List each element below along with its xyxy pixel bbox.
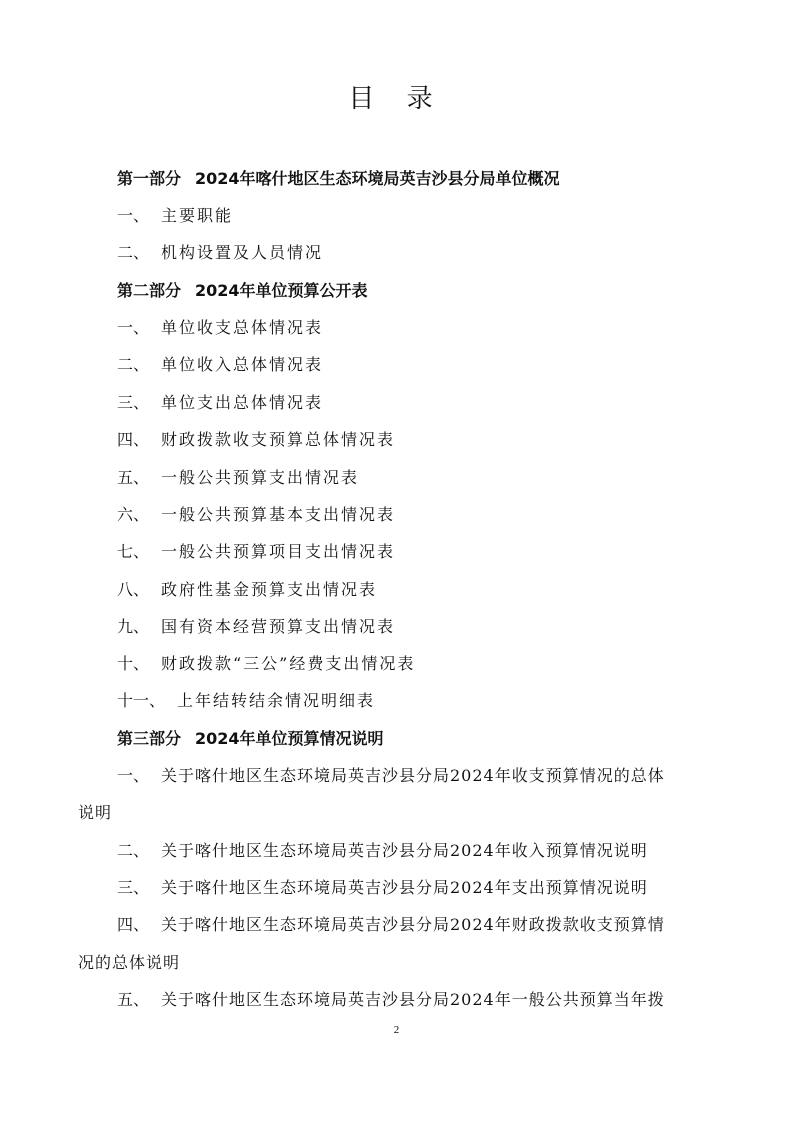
toc-item: 九、 国有资本经营预算支出情况表 <box>117 617 396 636</box>
part2-label: 第二部分 <box>117 281 182 300</box>
toc-item: 二、 关于喀什地区生态环境局英吉沙县分局2024年收入预算情况说明 <box>117 841 648 860</box>
toc-item: 一、 关于喀什地区生态环境局英吉沙县分局2024年收支预算情况的总体 <box>117 766 665 785</box>
toc-item: 四、 关于喀什地区生态环境局英吉沙县分局2024年财政拨款收支预算情 <box>117 915 665 934</box>
page-title: 目 录 <box>348 84 445 114</box>
toc-item: 四、 财政拨款收支预算总体情况表 <box>117 430 396 449</box>
toc-item: 十一、 上年结转结余情况明细表 <box>117 691 376 710</box>
part1-text: 2024年喀什地区生态环境局英吉沙县分局单位概况 <box>195 169 560 188</box>
part1-label: 第一部分 <box>117 169 182 188</box>
part1-heading <box>117 168 793 190</box>
toc-item: 十、 财政拨款“三公”经费支出情况表 <box>117 654 416 673</box>
toc-item: 三、 关于喀什地区生态环境局英吉沙县分局2024年支出预算情况说明 <box>117 878 648 897</box>
toc-item: 五、 一般公共预算支出情况表 <box>117 468 360 487</box>
page-number: 2 <box>393 1024 400 1036</box>
part2-text: 2024年单位预算公开表 <box>195 281 368 300</box>
toc-item: 一、 单位收支总体情况表 <box>117 318 324 337</box>
toc-item: 一、 主要职能 <box>117 206 234 225</box>
toc-item-continuation: 说明 <box>78 803 113 822</box>
part3-heading <box>117 728 793 750</box>
part3-label: 第三部分 <box>117 729 182 748</box>
toc-item: 八、 政府性基金预算支出情况表 <box>117 580 378 599</box>
toc-item: 二、 单位收入总体情况表 <box>117 355 324 374</box>
toc-item: 六、 一般公共预算基本支出情况表 <box>117 505 396 524</box>
part3-text: 2024年单位预算情况说明 <box>195 729 384 748</box>
toc-item: 二、 机构设置及人员情况 <box>117 243 324 262</box>
part2-heading <box>117 280 793 302</box>
toc-item: 七、 一般公共预算项目支出情况表 <box>117 542 396 561</box>
toc-item-continuation: 况的总体说明 <box>78 953 181 972</box>
toc-item: 三、 单位支出总体情况表 <box>117 393 324 412</box>
toc-item: 五、 关于喀什地区生态环境局英吉沙县分局2024年一般公共预算当年拨 <box>117 990 665 1009</box>
